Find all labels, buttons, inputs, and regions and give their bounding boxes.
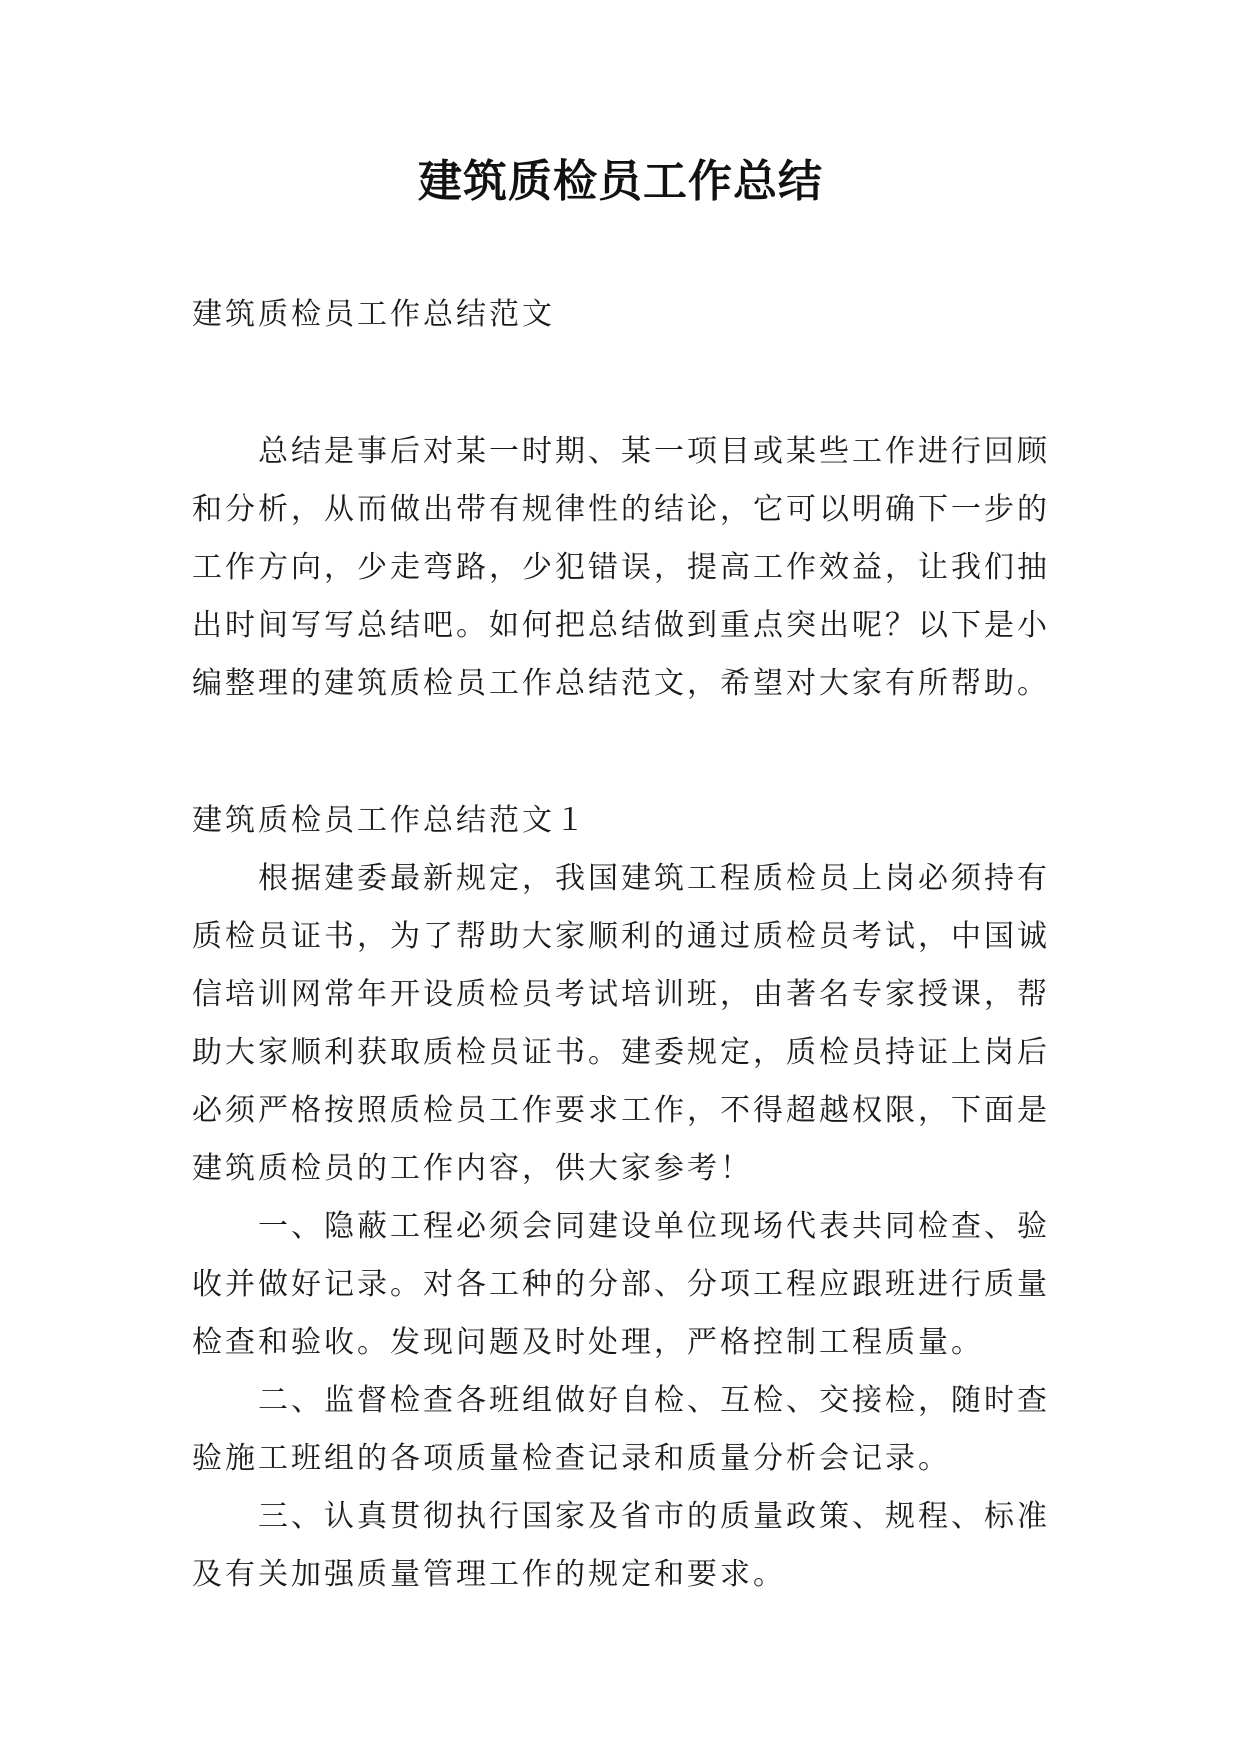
paragraph-line: 及有关加强质量管理工作的规定和要求。 (192, 1557, 786, 1592)
paragraph-line: 检查和验收。发现问题及时处理，严格控制工程质量。 (192, 1325, 984, 1360)
paragraph-line: 二、监督检查各班组做好自检、互检、交接检，随时查 (258, 1383, 1050, 1418)
paragraph-line: 出时间写写总结吧。如何把总结做到重点突出呢？以下是小 (192, 608, 1050, 643)
section-heading: 建筑质检员工作总结范文１ (192, 803, 588, 838)
list-item-2 (192, 1372, 1060, 1488)
paragraph-line: 工作方向，少走弯路，少犯错误，提高工作效益，让我们抽 (192, 550, 1050, 585)
list-item-1 (192, 1198, 1060, 1372)
paragraph-line: 编整理的建筑质检员工作总结范文，希望对大家有所帮助。 (192, 666, 1050, 701)
paragraph-line: 助大家顺利获取质检员证书。建委规定，质检员持证上岗后 (192, 1035, 1050, 1070)
document-body (192, 286, 1060, 1604)
document-subtitle: 建筑质检员工作总结范文 (192, 297, 555, 332)
paragraph-line: 和分析，从而做出带有规律性的结论，它可以明确下一步的 (192, 492, 1050, 527)
paragraph-line: 质检员证书，为了帮助大家顺利的通过质检员考试，中国诚 (192, 919, 1050, 954)
paragraph-line: 根据建委最新规定，我国建筑工程质检员上岗必须持有 (258, 861, 1050, 896)
paragraph-line: 必须严格按照质检员工作要求工作，不得超越权限，下面是 (192, 1093, 1050, 1128)
intro-paragraph (192, 423, 1060, 713)
paragraph-line: 三、认真贯彻执行国家及省市的质量政策、规程、标准 (258, 1499, 1050, 1534)
paragraph-line: 验施工班组的各项质量检查记录和质量分析会记录。 (192, 1441, 951, 1476)
paragraph-line: 总结是事后对某一时期、某一项目或某些工作进行回顾 (258, 434, 1050, 469)
section-paragraph (192, 850, 1060, 1198)
paragraph-line: 收并做好记录。对各工种的分部、分项工程应跟班进行质量 (192, 1267, 1050, 1302)
paragraph-line: 一、隐蔽工程必须会同建设单位现场代表共同检查、验 (258, 1209, 1050, 1244)
document-title: 建筑质检员工作总结 (418, 156, 823, 207)
paragraph-line: 信培训网常年开设质检员考试培训班，由著名专家授课，帮 (192, 977, 1050, 1012)
paragraph-line: 建筑质检员的工作内容，供大家参考！ (192, 1151, 753, 1186)
list-item-3 (192, 1488, 1060, 1604)
